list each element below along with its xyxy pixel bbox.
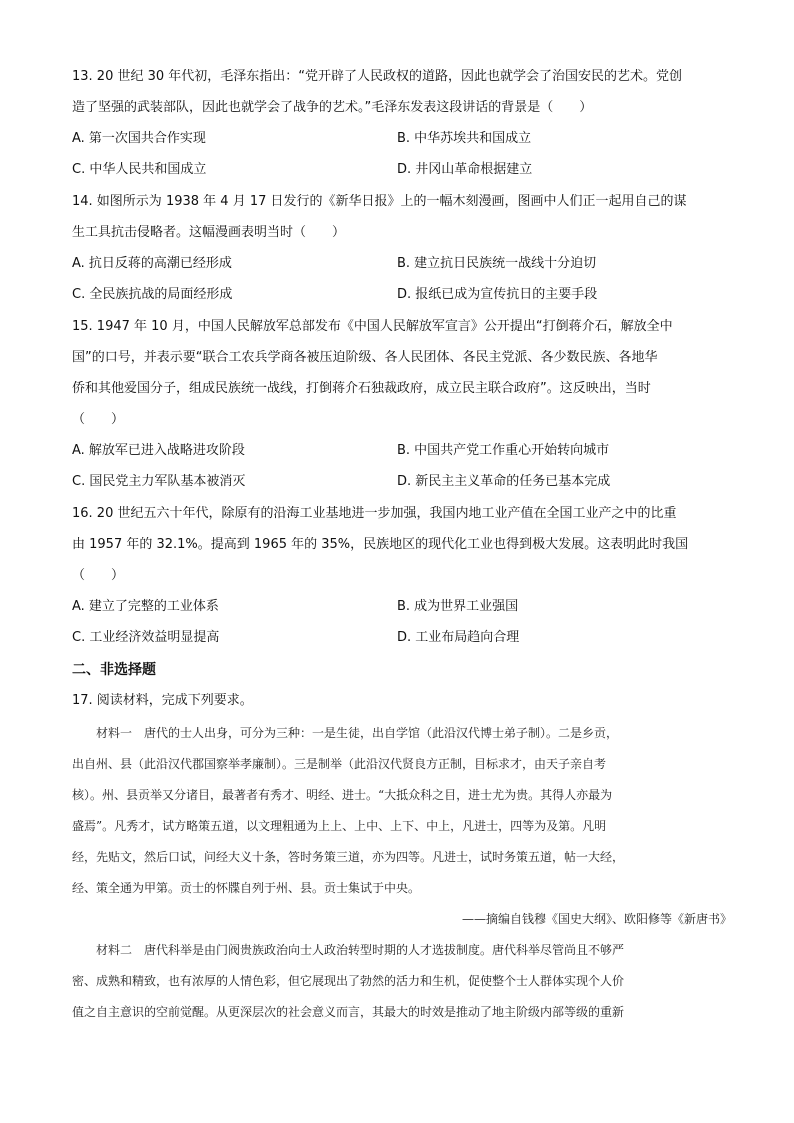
q16-answer-blank: （ ） [72, 568, 125, 583]
q17-prompt: 17. 阅读材料，完成下列要求。 [72, 693, 253, 708]
q16-option-d[interactable]: D. 工业布局趋向合理 [397, 630, 520, 645]
material-1-source: ——摘编自钱穆《国史大纲》、欧阳修等《新唐书》 [461, 912, 732, 926]
q14-option-d[interactable]: D. 报纸已成为宣传抗日的主要手段 [397, 287, 598, 302]
material-1-line-2: 出自州、县（此沿汉代郡国察举孝廉制）。三是制举（此沿汉代贤良方正制，目标求才，由天子亲自考 [72, 757, 607, 771]
q14-stem-line-1: 14. 如图所示为 1938 年 4 月 17 日发行的《新华日报》上的一幅木刻漫画，图画中人们正一起用自己的谋 [72, 194, 687, 209]
section-title: 二、非选择题 [72, 662, 156, 678]
q13-stem-line-1: 13. 20 世纪 30 年代初，毛泽东指出：“党开辟了人民政权的道路，因此也就学会了治国安民的艺术。党创 [72, 69, 683, 84]
material-2-line-3: 值之自主意识的空前觉醒。从更深层次的社会意义而言，其最大的时效是推动了地主阶级内部等级的重新 [72, 1005, 625, 1019]
q14-option-b[interactable]: B. 建立抗日民族统一战线十分迫切 [397, 256, 597, 271]
material-1-line-3: 核）。州、县贡举又分诸目，最著者有秀才、明经、进士。“大抵众科之目，进士尤为贵。其得人亦最为 [72, 788, 613, 802]
q15-option-a[interactable]: A. 解放军已进入战略进攻阶段 [72, 443, 245, 458]
q16-option-b[interactable]: B. 成为世界工业强国 [397, 599, 519, 614]
material-1-line-5: 经，先贴文，然后口试，问经大义十条，答时务策三道，亦为四等。凡进士，试时务策五道，帖一大经， [72, 850, 625, 864]
q16-stem-line-2: 由 1957 年的 32.1%。提高到 1965 年的 35%，民族地区的现代化工业也得到极大发展。这表明此时我国 [72, 537, 689, 552]
q15-option-b[interactable]: B. 中国共产党工作重心开始转向城市 [397, 443, 610, 458]
q15-stem-line-2: 国”的口号，并表示要“联合工农兵学商各被压迫阶级、各人民团体、各民主党派、各少数民族、各地华 [72, 350, 658, 365]
material-2-line-1: 材料二 唐代科举是由门阀贵族政治向士人政治转型时期的人才选拔制度。唐代科举尽管尚且不够严 [72, 943, 625, 957]
q15-stem-line-3: 侨和其他爱国分子，组成民族统一战线，打倒蒋介石独裁政府，成立民主联合政府”。这反映出，当时 [72, 381, 651, 396]
material-1-line-4: 盛焉”。凡秀才，试方略策五道，以文理粗通为上上、上中、上下、中上，凡进士，四等为及第。凡明 [72, 819, 607, 833]
material-1-line-1: 材料一 唐代的士人出身，可分为三种：一是生徒，出自学馆（此沿汉代博士弟子制）。二是乡贡， [72, 726, 619, 740]
material-1-line-6: 经、策全通为甲第。贡士的怀牒自列于州、县。贡士集试于中央。 [72, 881, 421, 895]
q16-option-a[interactable]: A. 建立了完整的工业体系 [72, 599, 219, 614]
q13-option-d[interactable]: D. 井冈山革命根据建立 [397, 162, 533, 177]
q15-stem-line-1: 15. 1947 年 10 月，中国人民解放军总部发布《中国人民解放军宣言》公开提出“打倒蒋介石，解放全中 [72, 319, 673, 334]
q15-option-d[interactable]: D. 新民主主义革命的任务已基本完成 [397, 474, 611, 489]
q15-option-c[interactable]: C. 国民党主力军队基本被消灭 [72, 474, 246, 489]
q16-option-c[interactable]: C. 工业经济效益明显提高 [72, 630, 220, 645]
q13-option-b[interactable]: B. 中华苏埃共和国成立 [397, 131, 532, 146]
q14-option-a[interactable]: A. 抗日反蒋的高潮已经形成 [72, 256, 232, 271]
q15-answer-blank: （ ） [72, 412, 125, 427]
q14-stem-line-2: 生工具抗击侵略者。这幅漫画表明当时（ ） [72, 225, 346, 240]
q13-option-a[interactable]: A. 第一次国共合作实现 [72, 131, 206, 146]
q13-stem-line-2: 造了坚强的武装部队，因此也就学会了战争的艺术。”毛泽东发表这段讲话的背景是（ ） [72, 100, 593, 115]
q13-option-c[interactable]: C. 中华人民共和国成立 [72, 162, 207, 177]
q14-option-c[interactable]: C. 全民族抗战的局面经形成 [72, 287, 233, 302]
q16-stem-line-1: 16. 20 世纪五六十年代，除原有的沿海工业基地进一步加强，我国内地工业产值在全国工业产之中的比重 [72, 506, 677, 521]
material-2-line-2: 密、成熟和精致，也有浓厚的人情色彩，但它展现出了勃然的活力和生机，促使整个士人群体实现个人价 [72, 974, 625, 988]
